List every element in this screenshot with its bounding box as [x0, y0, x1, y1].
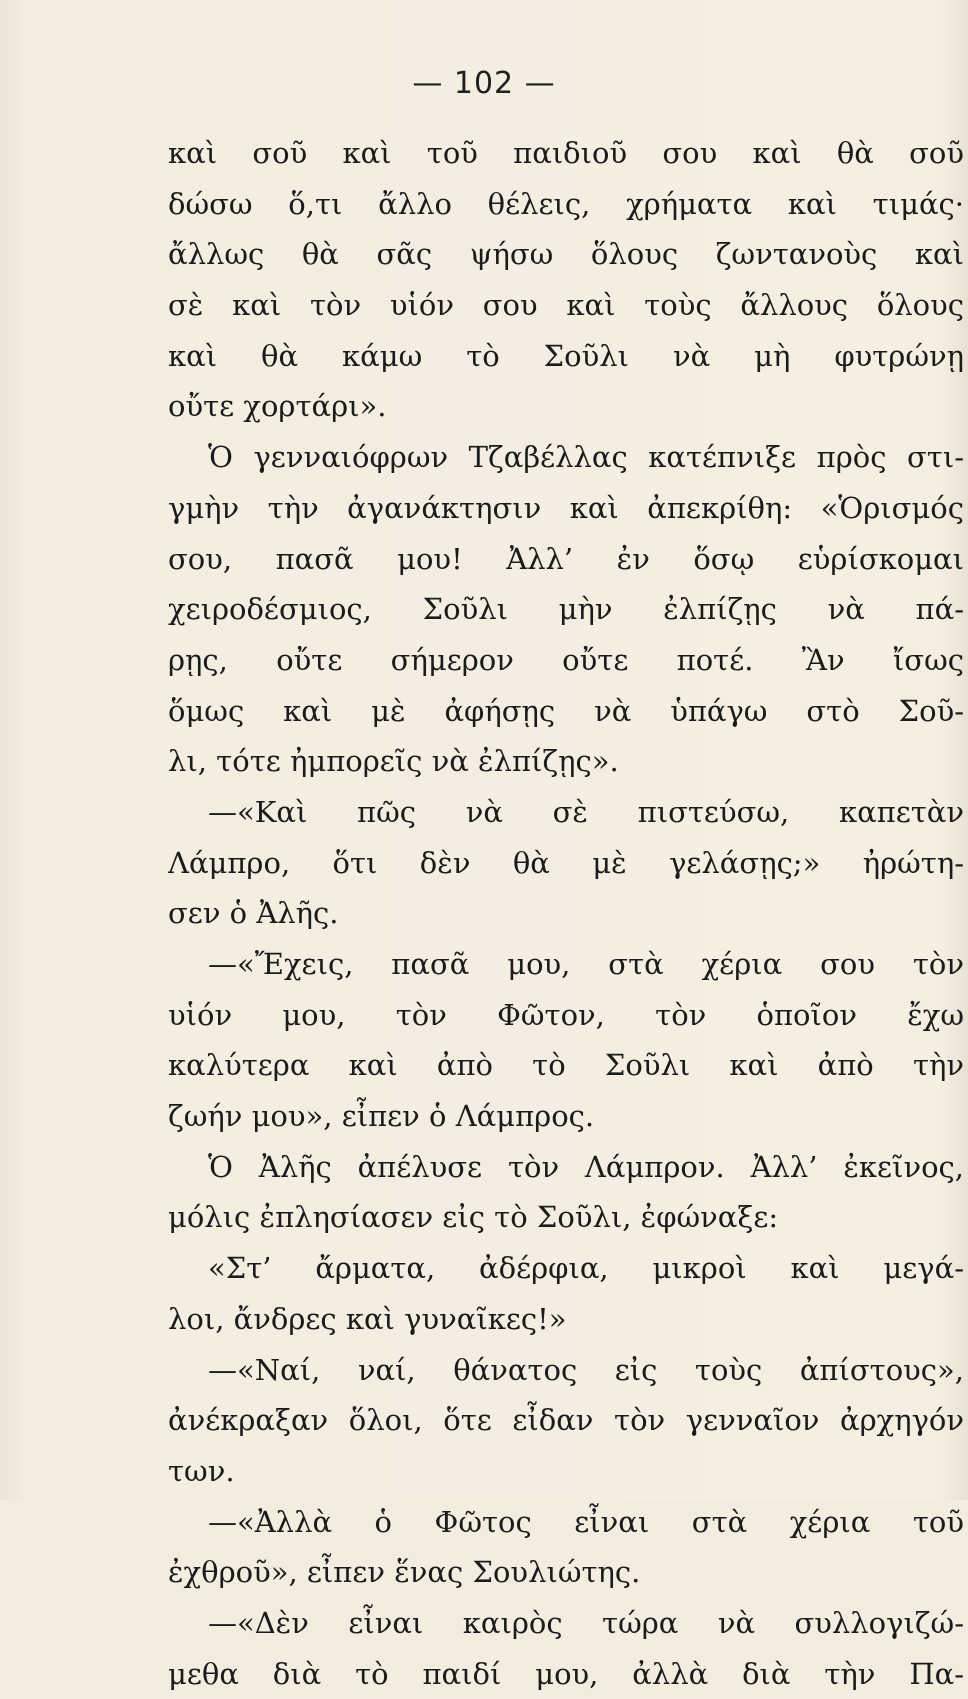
text-line: —«Ναί, ναί, θάνατος εἰς τοὺς ἀπίστους»,	[208, 1352, 964, 1387]
text-line: —«Καὶ πῶς νὰ σὲ πιστεύσω, καπετὰν	[208, 794, 964, 829]
body-text	[168, 128, 964, 1699]
text-line: μόλις ἐπλησίασεν εἰς τὸ Σοῦλι, ἐφώναξε:	[168, 1200, 779, 1235]
text-line: —«Ἔχεις, πασᾶ μου, στὰ χέρια σου τὸν	[208, 947, 964, 981]
text-line: λι, τότε ἠμπορεῖς νὰ ἐλπίζῃς».	[168, 744, 619, 779]
text-line: —«Ἀλλὰ ὁ Φῶτος εἶναι στὰ χέρια τοῦ	[208, 1504, 964, 1539]
text-line: χειροδέσμιος, Σοῦλι μὴν ἐλπίζῃς νὰ πά-	[168, 592, 964, 627]
text-line: σὲ καὶ τὸν υἱόν σου καὶ τοὺς ἄλλους ὅλους	[168, 288, 964, 323]
text-line: λοι, ἄνδρες καὶ γυναῖκες!»	[168, 1301, 567, 1336]
text-line: ρῃς, οὔτε σήμερον οὔτε ποτέ. Ἂν ἴσως	[168, 642, 964, 677]
text-line: ἄλλως θὰ σᾶς ψήσω ὅλους ζωντανοὺς καὶ	[168, 237, 964, 272]
text-line: σεν ὁ Ἀλῆς.	[168, 896, 339, 931]
text-line: καὶ σοῦ καὶ τοῦ παιδιοῦ σου καὶ θὰ σοῦ	[168, 136, 964, 170]
text-line: —«Δὲν εἶναι καιρὸς τώρα νὰ συλλογιζώ-	[208, 1605, 964, 1640]
text-line: ἐχθροῦ», εἶπεν ἕνας Σουλιώτης.	[168, 1555, 641, 1590]
text-line: καλύτερα καὶ ἀπὸ τὸ Σοῦλι καὶ ἀπὸ τὴν	[168, 1048, 964, 1083]
text-line: Λάμπρο, ὅτι δὲν θὰ μὲ γελάσῃς;» ἠρώτη-	[168, 845, 964, 880]
page-number: — 102 —	[412, 66, 556, 101]
text-line: υἱόν μου, τὸν Φῶτον, τὸν ὁποῖον ἔχω	[168, 997, 964, 1032]
text-line: μεθα διὰ τὸ παιδί μου, ἀλλὰ διὰ τὴν Πα-	[168, 1656, 964, 1691]
text-line: «Στ’ ἄρματα, ἀδέρφια, μικροὶ καὶ μεγά-	[208, 1251, 964, 1286]
text-line: γμὴν τὴν ἀγανάκτησιν καὶ ἀπεκρίθη: «Ὁρισμός	[168, 490, 964, 525]
text-line: ὅμως καὶ μὲ ἀφήσῃς νὰ ὑπάγω στὸ Σοῦ-	[168, 693, 964, 728]
text-line: καὶ θὰ κάμω τὸ Σοῦλι νὰ μὴ φυτρώνῃ	[168, 338, 964, 373]
text-line: των.	[168, 1453, 235, 1488]
text-line: Ὁ Ἀλῆς ἀπέλυσε τὸν Λάμπρον. Ἀλλ’ ἐκεῖνος,	[208, 1149, 964, 1184]
text-line: οὔτε χορτάρι».	[168, 389, 387, 424]
text-line: ζωήν μου», εἶπεν ὁ Λάμπρος.	[168, 1099, 595, 1134]
text-line: Ὁ γενναιόφρων Τζαβέλλας κατέπνιξε πρὸς στι-	[208, 440, 964, 475]
text-line: ἀνέκραξαν ὅλοι, ὅτε εἶδαν τὸν γενναῖον ἀρχηγόν	[168, 1403, 964, 1438]
text-line: δώσω ὅ,τι ἄλλο θέλεις, χρήματα καὶ τιμάς·	[168, 186, 964, 221]
text-line: σου, πασᾶ μου! Ἀλλ’ ἐν ὅσῳ εὑρίσκομαι	[168, 541, 964, 576]
